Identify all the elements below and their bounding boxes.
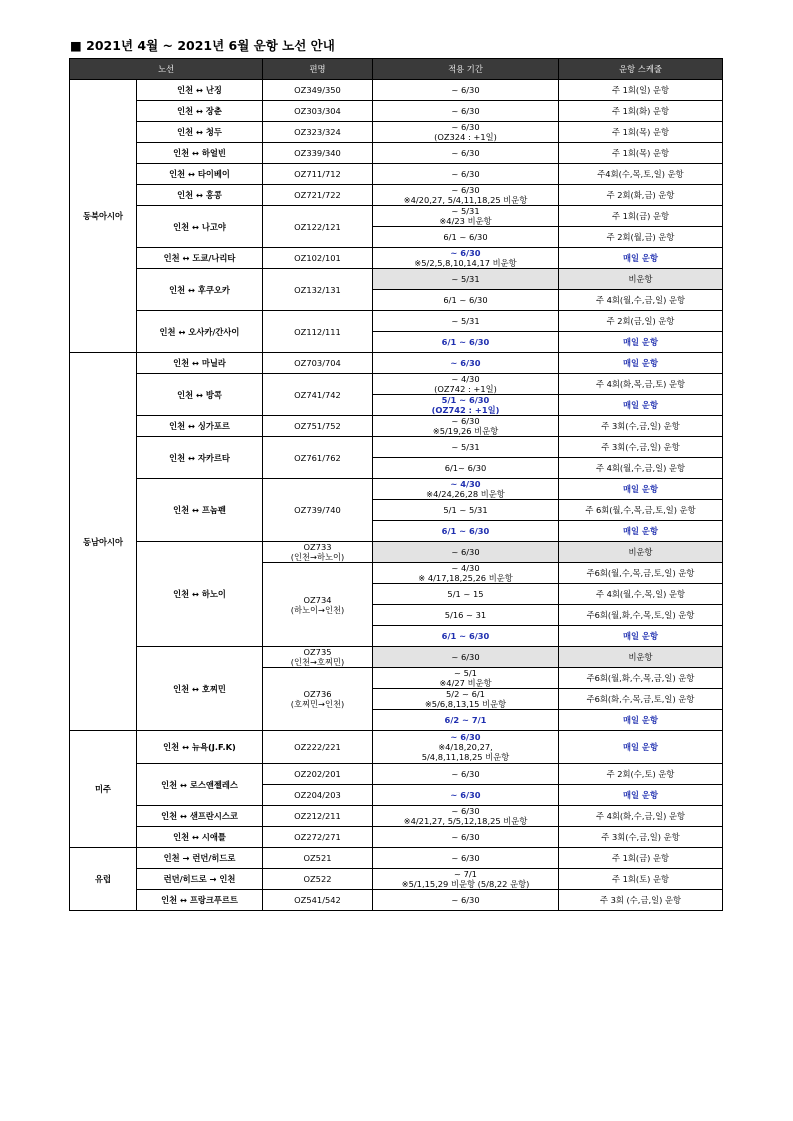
route-cell: 런던/히드로 → 인천 [137,869,263,890]
period-note: ※5/6,8,13,15 비운항 [424,699,507,709]
schedule-cell: 주 1회(금) 운항 [559,206,723,227]
region-cell: 미주 [70,731,137,848]
period-cell [373,731,559,764]
flight-direction: (인천→하노이) [290,552,345,562]
period-line: ~ 7/1 [454,869,477,879]
period-line: ~ 4/30 [451,563,480,573]
period-cell: 6/1 ~ 6/30 [373,227,559,248]
route-cell: 인천 ↔ 후쿠오카 [137,269,263,311]
period-cell [373,206,559,227]
schedule-cell: 주 4회(화,수,금,일) 운항 [559,806,723,827]
table-row [70,731,723,764]
schedule-cell: 주 2회(월,금) 운항 [559,227,723,248]
period-note: ※4/24,26,28 비운항 [426,489,505,499]
region-cell: 동북아시아 [70,80,137,353]
period-line: ~ 5/1 [454,668,477,678]
schedule-cell: 주 2회(금,일) 운항 [559,311,723,332]
flight-cell: OZ212/211 [263,806,373,827]
period-cell: 6/1 ~ 6/30 [373,290,559,311]
period-cell: 6/1~ 6/30 [373,458,559,479]
schedule-cell: 주 1회(목) 운항 [559,143,723,164]
flight-cell: OZ339/340 [263,143,373,164]
period-note: ※ 4/17,18,25,26 비운항 [418,573,513,583]
schedule-cell: 주 3회(수,금,일) 운항 [559,437,723,458]
route-cell: 인천 ↔ 청두 [137,122,263,143]
route-cell: 인천 ↔ 오사카/간사이 [137,311,263,353]
period-line: ~ 4/30 [450,479,481,489]
region-cell: 동남아시아 [70,353,137,731]
period-cell: ~ 6/30 [373,542,559,563]
schedule-cell: 매일 운항 [559,248,723,269]
route-cell: 인천 ↔ 타이베이 [137,164,263,185]
period-cell: ~ 5/31 [373,437,559,458]
route-cell: 인천 ↔ 홍콩 [137,185,263,206]
table-row [70,542,723,563]
period-cell: 6/2 ~ 7/1 [373,710,559,731]
schedule-cell: 매일 운항 [559,521,723,542]
period-cell [373,185,559,206]
period-cell: ~ 6/30 [373,890,559,911]
table-row [70,890,723,911]
period-note: ※4/23 비운항 [439,216,492,226]
table-row [70,206,723,227]
route-cell: 인천 ↔ 프놈펜 [137,479,263,542]
flight-cell: OZ323/324 [263,122,373,143]
table-row [70,122,723,143]
flight-cell: OZ112/111 [263,311,373,353]
period-line: ~ 6/30 [451,122,480,132]
period-cell: ~ 6/30 [373,143,559,164]
flight-cell: OZ204/203 [263,785,373,806]
period-cell: 6/1 ~ 6/30 [373,521,559,542]
route-cell: 인천 ↔ 시애틀 [137,827,263,848]
flight-cell: OZ711/712 [263,164,373,185]
flight-direction: (인천→호찌민) [290,657,345,667]
flight-cell: OZ703/704 [263,353,373,374]
route-cell: 인천 → 런던/히드로 [137,848,263,869]
period-cell [373,374,559,395]
schedule-cell: 비운항 [559,269,723,290]
period-cell [373,869,559,890]
flight-cell: OZ741/742 [263,374,373,416]
route-cell: 인천 ↔ 로스앤젤레스 [137,764,263,806]
table-row [70,416,723,437]
route-cell: 인천 ↔ 도쿄/나리타 [137,248,263,269]
period-cell: ~ 6/30 [373,353,559,374]
period-cell [373,248,559,269]
flight-number: OZ735 [303,647,332,657]
flight-direction: (하노이→인천) [290,604,345,615]
schedule-cell: 주 1회(화) 운항 [559,101,723,122]
flight-cell: OZ761/762 [263,437,373,479]
period-line: ~ 4/30 [451,374,480,384]
route-cell: 인천 ↔ 마닐라 [137,353,263,374]
period-line: 5/2 ~ 6/1 [446,689,485,699]
schedule-cell: 주 4회(월,수,목,일) 운항 [559,584,723,605]
period-note: ※4/21,27, 5/5,12,18,25 비운항 [403,816,528,826]
period-cell: 5/1 ~ 15 [373,584,559,605]
period-cell [373,806,559,827]
flight-cell: OZ721/722 [263,185,373,206]
page-title: ■ 2021년 4월 ~ 2021년 6월 운항 노선 안내 [70,38,335,53]
table-row [70,827,723,848]
table-row [70,848,723,869]
schedule-cell: 주 6회(월,수,목,금,토,일) 운항 [559,500,723,521]
table-row [70,479,723,500]
table-row [70,869,723,890]
route-cell: 인천 ↔ 프랑크푸르트 [137,890,263,911]
schedule-cell: 주6회(월,화,수,목,금,일) 운항 [559,668,723,689]
header-route: 노선 [70,59,263,80]
schedule-cell: 주 4회(월,수,금,일) 운항 [559,458,723,479]
table-row [70,101,723,122]
flight-cell: OZ522 [263,869,373,890]
period-note: (OZ742 : +1일) [431,405,500,415]
period-line: ~ 6/30 [451,806,480,816]
route-cell: 인천 ↔ 장춘 [137,101,263,122]
flight-cell [263,647,373,668]
header-row [70,59,723,80]
route-cell: 인천 ↔ 호찌민 [137,647,263,731]
schedule-cell: 주6회(월,수,목,금,토,일) 운항 [559,563,723,584]
table-row [70,647,723,668]
flight-cell: OZ303/304 [263,101,373,122]
flight-cell: OZ132/131 [263,269,373,311]
flight-direction: (호찌민→인천) [290,699,345,709]
schedule-cell: 주 4회(화,목,금,토) 운항 [559,374,723,395]
schedule-cell: 매일 운항 [559,395,723,416]
period-cell: ~ 5/31 [373,269,559,290]
period-note: ※5/1,15,29 비운항 (5/8,22 운항) [401,879,530,889]
schedule-cell: 주6회(화,수,목,금,토,일) 운항 [559,689,723,710]
flight-cell [263,542,373,563]
schedule-cell: 주 2회(화,금) 운항 [559,185,723,206]
flight-cell [263,668,373,731]
period-cell: ~ 6/30 [373,764,559,785]
flight-cell: OZ122/121 [263,206,373,248]
period-cell [373,416,559,437]
schedule-cell: 비운항 [559,647,723,668]
flight-number: OZ734 [303,594,332,605]
period-note: 5/4,8,11,18,25 비운항 [421,752,510,762]
schedule-cell: 비운항 [559,542,723,563]
schedule-cell: 매일 운항 [559,332,723,353]
period-cell [373,563,559,584]
flight-cell: OZ349/350 [263,80,373,101]
schedule-cell: 주 3회 (수,금,일) 운항 [559,890,723,911]
table-row [70,80,723,101]
schedule-cell: 주 3회(수,금,일) 운항 [559,827,723,848]
schedule-table [69,58,723,911]
flight-number: OZ736 [303,689,332,699]
period-line: 5/1 ~ 6/30 [441,395,490,405]
route-cell: 인천 ↔ 자카르타 [137,437,263,479]
period-cell: ~ 6/30 [373,827,559,848]
period-line: ~ 5/31 [451,206,480,216]
schedule-cell: 주 1회(토) 운항 [559,869,723,890]
flight-cell: OZ102/101 [263,248,373,269]
flight-cell: OZ541/542 [263,890,373,911]
flight-cell: OZ739/740 [263,479,373,542]
period-cell: ~ 5/31 [373,311,559,332]
table-row [70,143,723,164]
flight-cell: OZ272/271 [263,827,373,848]
schedule-cell: 매일 운항 [559,731,723,764]
period-cell: ~ 6/30 [373,848,559,869]
period-cell: ~ 6/30 [373,785,559,806]
route-cell: 인천 ↔ 나고야 [137,206,263,248]
period-cell: ~ 6/30 [373,164,559,185]
period-cell: ~ 6/30 [373,80,559,101]
table-row [70,764,723,785]
schedule-cell: 주 1회(일) 운항 [559,80,723,101]
period-cell: 6/1 ~ 6/30 [373,332,559,353]
flight-cell [263,563,373,647]
period-note: ※5/19,26 비운항 [432,426,499,436]
route-cell: 인천 ↔ 싱가포르 [137,416,263,437]
route-cell: 인천 ↔ 방콕 [137,374,263,416]
schedule-cell: 주 4회(월,수,금,일) 운항 [559,290,723,311]
period-note: ※5/2,5,8,10,14,17 비운항 [414,258,517,268]
schedule-cell: 매일 운항 [559,479,723,500]
table-row [70,374,723,395]
period-note: ※4/27 비운항 [439,678,492,688]
flight-cell: OZ751/752 [263,416,373,437]
route-cell: 인천 ↔ 하얼빈 [137,143,263,164]
schedule-cell: 주 1회(목) 운항 [559,122,723,143]
table-row [70,437,723,458]
period-cell [373,689,559,710]
route-cell: 인천 ↔ 난징 [137,80,263,101]
schedule-cell: 매일 운항 [559,710,723,731]
table-row [70,806,723,827]
table-row [70,353,723,374]
flight-cell: OZ521 [263,848,373,869]
table-row [70,311,723,332]
period-cell [373,395,559,416]
period-cell [373,479,559,500]
period-line: ~ 6/30 [451,416,480,426]
region-cell: 유럽 [70,848,137,911]
table-row [70,269,723,290]
period-cell: 5/1 ~ 5/31 [373,500,559,521]
schedule-cell: 매일 운항 [559,785,723,806]
schedule-cell: 주6회(월,화,수,목,토,일) 운항 [559,605,723,626]
period-cell: ~ 6/30 [373,101,559,122]
period-cell [373,668,559,689]
schedule-cell: 주4회(수,목,토,일) 운항 [559,164,723,185]
period-note: ※4/18,20,27, [438,742,493,752]
header-period: 적용 기간 [373,59,559,80]
route-cell: 인천 ↔ 샌프란시스코 [137,806,263,827]
period-note: (OZ324 : +1일) [434,132,497,142]
schedule-cell: 매일 운항 [559,353,723,374]
route-cell: 인천 ↔ 뉴욕(J.F.K) [137,731,263,764]
period-cell: 5/16 ~ 31 [373,605,559,626]
period-note: ※4/20,27, 5/4,11,18,25 비운항 [403,195,528,205]
schedule-cell: 매일 운항 [559,626,723,647]
period-cell: ~ 6/30 [373,647,559,668]
period-cell [373,122,559,143]
table-row [70,164,723,185]
flight-number: OZ733 [303,542,332,552]
header-flight: 편명 [263,59,373,80]
table-row [70,248,723,269]
period-line: ~ 6/30 [450,732,481,742]
schedule-cell: 주 3회(수,금,일) 운항 [559,416,723,437]
period-note: (OZ742 : +1일) [434,384,497,394]
header-schedule: 운항 스케줄 [559,59,723,80]
route-cell: 인천 ↔ 하노이 [137,542,263,647]
flight-cell: OZ202/201 [263,764,373,785]
period-line: ~ 6/30 [450,248,481,258]
table-row [70,185,723,206]
period-cell: 6/1 ~ 6/30 [373,626,559,647]
schedule-cell: 주 2회(수,토) 운항 [559,764,723,785]
schedule-cell: 주 1회(금) 운항 [559,848,723,869]
flight-cell: OZ222/221 [263,731,373,764]
period-line: ~ 6/30 [451,185,480,195]
